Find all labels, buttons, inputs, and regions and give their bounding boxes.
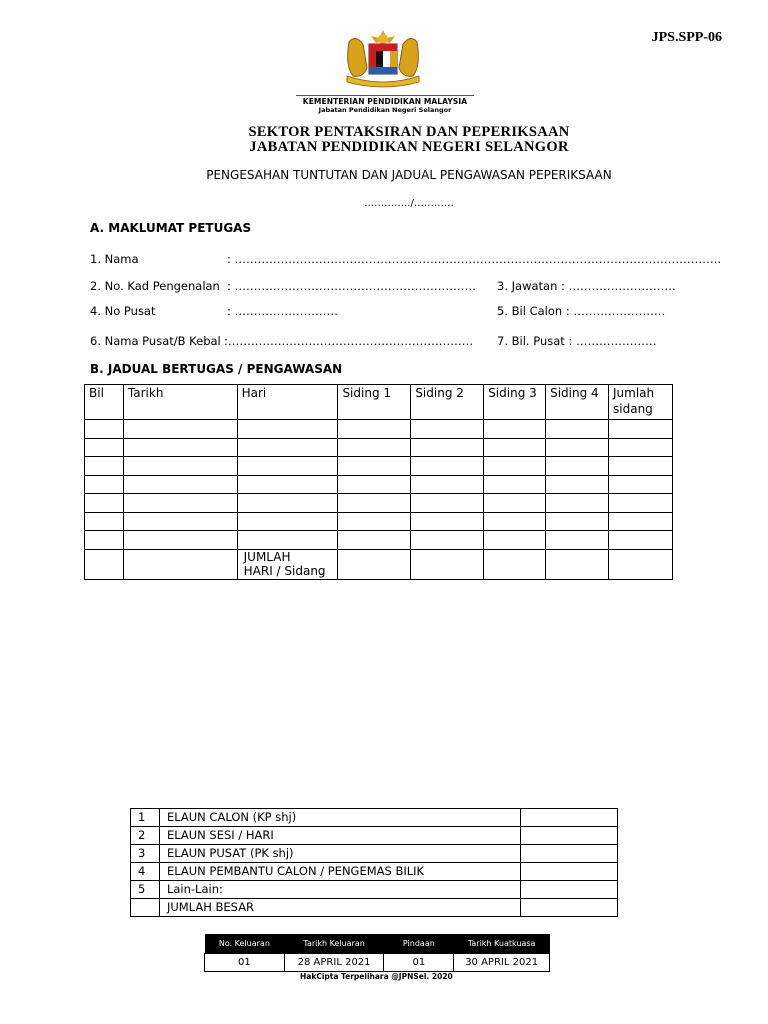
section-b-heading: B. JADUAL BERTUGAS / PENGAWASAN xyxy=(90,362,343,376)
header-siding-1: Siding 1 xyxy=(338,385,411,420)
meta-header-tarikh-kuatkuasa: Tarikh Kuatkuasa xyxy=(454,934,550,954)
header-hari: Hari xyxy=(237,385,338,420)
table-row[interactable] xyxy=(85,476,673,494)
meta-header-tarikh-keluaran: Tarikh Keluaran xyxy=(284,934,384,954)
header-siding-2: Siding 2 xyxy=(411,385,484,420)
allowance-no: 3 xyxy=(131,845,160,863)
title-line-1: SEKTOR PENTAKSIRAN DAN PEPERIKSAAN xyxy=(248,124,570,140)
header-tarikh: Tarikh xyxy=(123,385,237,420)
table-row[interactable] xyxy=(85,494,673,513)
allowance-row xyxy=(131,809,618,827)
allowance-label: ELAUN SESI / HARI xyxy=(159,827,520,845)
ministry-header xyxy=(296,94,474,114)
allowance-amount[interactable] xyxy=(521,881,618,899)
nama-pusat-field[interactable]: :………………………………………………………. xyxy=(224,334,474,348)
allowance-no: 5 xyxy=(131,881,160,899)
total-row xyxy=(85,550,673,580)
allowance-amount[interactable] xyxy=(521,809,618,827)
allowance-label: Lain-Lain: xyxy=(159,881,520,899)
allowance-row xyxy=(131,845,618,863)
allowance-amount[interactable] xyxy=(521,899,618,917)
total-label-line-2: HARI / Sidang xyxy=(243,564,326,578)
metadata-header-row xyxy=(205,934,550,954)
calon-field[interactable]: 5. Bil Calon : …………………… xyxy=(497,304,666,318)
ic-label: 2. No. Kad Pengenalan xyxy=(90,279,220,293)
title-line-2: JABATAN PENDIDIKAN NEGERI SELANGOR xyxy=(249,139,569,155)
section-a-heading: A. MAKLUMAT PETUGAS xyxy=(90,221,252,235)
meta-tarikh-kuatkuasa: 30 APRIL 2021 xyxy=(454,954,550,972)
allowance-no: 2 xyxy=(131,827,160,845)
total-label-line-1: JUMLAH xyxy=(243,550,291,564)
allowance-label: ELAUN CALON (KP shj) xyxy=(159,809,520,827)
metadata-value-row xyxy=(205,954,550,972)
meta-tarikh-keluaran: 28 APRIL 2021 xyxy=(284,954,384,972)
allowance-label: ELAUN PUSAT (PK shj) xyxy=(159,845,520,863)
allowance-amount[interactable] xyxy=(521,845,618,863)
ministry-name: KEMENTERIAN PENDIDIKAN MALAYSIA xyxy=(302,97,468,106)
meta-header-no-keluaran: No. Keluaran xyxy=(205,934,285,954)
header-jumlah-sidang: Jumlah sidang xyxy=(609,385,673,420)
allowance-amount[interactable] xyxy=(521,863,618,881)
nama-field[interactable]: : ………………………………………………………………………………………………………………. xyxy=(227,252,722,266)
allowance-no: 4 xyxy=(131,863,160,881)
table-row[interactable] xyxy=(85,439,673,457)
date-placeholder: …………../………… xyxy=(364,198,454,209)
allowance-row xyxy=(131,863,618,881)
document-code: JPS.SPP-06 xyxy=(651,30,722,45)
allowance-no: 1 xyxy=(131,809,160,827)
table-row[interactable] xyxy=(85,420,673,439)
table-row[interactable] xyxy=(85,513,673,531)
header-siding-4: Siding 4 xyxy=(546,385,609,420)
meta-no-keluaran: 01 xyxy=(205,954,285,972)
allowance-row xyxy=(131,881,618,899)
table-row[interactable] xyxy=(85,457,673,476)
allowance-label: ELAUN PEMBANTU CALON / PENGEMAS BILIK xyxy=(159,863,520,881)
schedule-table xyxy=(84,384,673,580)
coat-of-arms-logo xyxy=(343,28,423,90)
header-siding-3: Siding 3 xyxy=(484,385,546,420)
document-metadata-table xyxy=(204,934,550,972)
header-bil: Bil xyxy=(85,385,124,420)
total-label xyxy=(237,550,338,580)
jawatan-field[interactable]: 3. Jawatan : ………………………. xyxy=(497,279,676,293)
meta-header-pindaan: Pindaan xyxy=(384,934,454,954)
allowance-no xyxy=(131,899,160,917)
allowance-label: JUMLAH BESAR xyxy=(159,899,520,917)
table-row[interactable] xyxy=(85,531,673,550)
allowance-amount[interactable] xyxy=(521,827,618,845)
ic-field[interactable]: : ……………………………………………………… xyxy=(227,279,477,293)
nama-pusat-label: 6. Nama Pusat/B Kebal xyxy=(90,334,221,348)
department-name: Jabatan Pendidikan Negeri Selangor xyxy=(318,106,452,114)
pusat-field[interactable]: : ……………………… xyxy=(227,304,339,318)
bil-pusat-field[interactable]: 7. Bil. Pusat : ………………… xyxy=(497,334,657,348)
pusat-label: 4. No Pusat xyxy=(90,304,156,318)
form-subtitle: PENGESAHAN TUNTUTAN DAN JADUAL PENGAWASAN PEPERIKSAAN xyxy=(206,168,612,182)
meta-pindaan: 01 xyxy=(384,954,454,972)
allowance-row xyxy=(131,827,618,845)
copyright-notice: HakCipta Terpelihara @JPNSel. 2020 xyxy=(300,972,453,981)
allowance-total-row xyxy=(131,899,618,917)
table-header-row xyxy=(85,385,673,420)
allowance-table xyxy=(130,808,618,917)
nama-label: 1. Nama xyxy=(90,252,139,266)
